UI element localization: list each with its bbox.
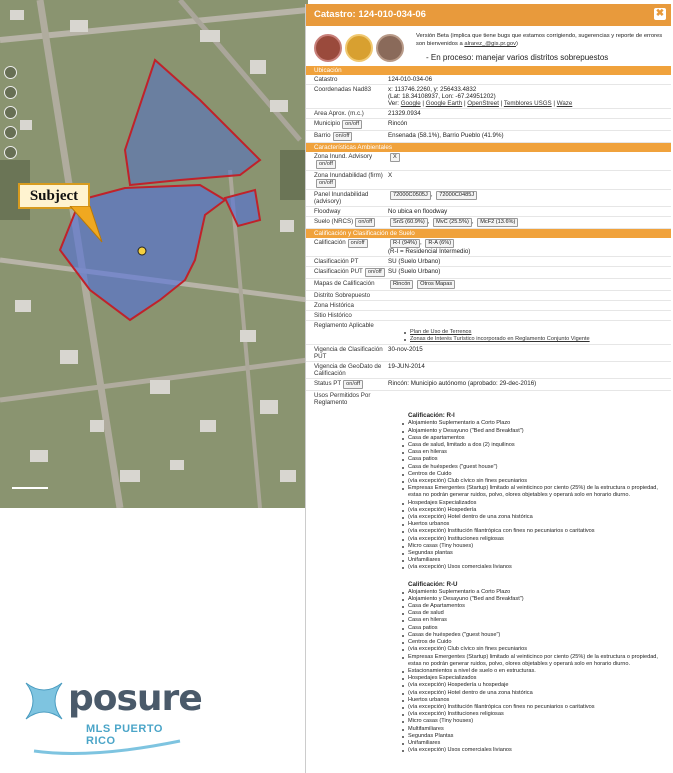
municipio-onoff-button[interactable]: on/off <box>342 120 362 129</box>
value: X <box>388 172 393 179</box>
row-suelo: Suelo (NRCS) on/off SnS (60.9%) , MvC (25.5%) , McF2 (13.6%) <box>306 217 671 229</box>
value: Ensenada (58.1%), Barrio Pueblo (41.9%) <box>388 132 504 139</box>
list-item: Micro casas (Tiny houses) <box>408 543 671 550</box>
chart-icon[interactable] <box>345 34 373 62</box>
zoom-out-icon[interactable] <box>4 86 17 99</box>
inund-adv-value[interactable]: X <box>390 153 400 162</box>
suelo-button-3[interactable]: McF2 (13.6%) <box>477 218 518 227</box>
row-usos <box>306 391 671 407</box>
list-item: Empresas Emergentes (Startup) limitado al veinticinco por ciento (25%) de la estructura o propiedad, estas no podrán generar ruidos, polvo, olores objetables y operará solo en horario diurno. <box>408 485 671 499</box>
label: Sitio Histórico <box>314 312 352 319</box>
coords-latlon: (Lat: 18.34108937, Lon: -67.24951202) <box>388 93 496 100</box>
list-item: Casa patios <box>408 456 671 463</box>
row-vig-clas <box>306 345 671 362</box>
row-distrito <box>306 291 671 301</box>
usos-group-title-ru: Calificación: R-U <box>408 580 458 588</box>
process-note: - En proceso: manejar varios distritos sobrepuestos <box>426 53 609 62</box>
row-status <box>306 379 671 391</box>
value: Rincón: Municipio autónomo (aprobado: 29-dec-2016) <box>388 380 537 388</box>
usos-group-title-ri: Calificación: R-I <box>408 412 455 420</box>
subject-label: Subject <box>18 183 90 209</box>
list-item: Centros de Cuido <box>408 639 671 646</box>
row-floodway <box>306 207 671 217</box>
value: SU (Suelo Urbano) <box>388 268 441 275</box>
beta-text-end: ) <box>515 41 518 47</box>
row-clas-pt <box>306 257 671 267</box>
calif-button-2[interactable]: R-A (6%) <box>425 239 454 248</box>
section-ambientales: Características Ambientales <box>306 143 671 152</box>
inund-adv-onoff-button[interactable]: on/off <box>316 160 336 169</box>
list-item: Casa de salud <box>408 610 671 617</box>
list-item: Alojamiento y Desayuno ("Bed and Breakfast") <box>408 596 671 603</box>
status-onoff-button[interactable]: on/off <box>343 380 363 389</box>
row-inund-firm <box>306 171 671 190</box>
list-item: Unifamiliares <box>408 557 671 564</box>
calif-button-1[interactable]: R-I (94%) <box>390 239 420 248</box>
list-item: (vía excepción) Hospedería u hospedaje <box>408 682 671 689</box>
value: 19-JUN-2014 <box>388 363 425 371</box>
label: Catastro <box>314 76 338 83</box>
logo-sub: MLS PUERTO RICO <box>86 723 163 747</box>
row-mapas <box>306 279 671 291</box>
row-calificacion: Calificación on/off R-I (94%) , R-A (6%) (R-I = Residencial Intermedio) <box>306 238 671 257</box>
subject-arrow-icon <box>68 206 108 246</box>
list-item: (vía excepción) Hotel dentro de una zona histórica <box>408 514 671 521</box>
reglamento-link-1[interactable]: Plan de Uso de Terrenos <box>410 329 671 336</box>
label: Vigencia de GeoDato de Calificación <box>314 363 382 378</box>
list-item: (vía excepción) Hospedería <box>408 507 671 514</box>
value: Rincón <box>388 120 408 127</box>
list-item: (vía excepción) Institución filantrópica con fines no pecuniarios o caritativos <box>408 704 671 711</box>
list-item: Empresas Emergentes (Startup) limitado al veinticinco por ciento (25%) de la estructura o propiedad, estas no podrán generar ruidos, polvo, olores objetables y operará solo en horario diurno. <box>408 654 671 668</box>
layers-icon[interactable] <box>4 126 17 139</box>
label: Distrito Sobrepuesto <box>314 292 371 299</box>
label: Mapas de Calificación <box>314 280 375 287</box>
usos-list-ri <box>306 420 671 571</box>
value: 30-nov-2015 <box>388 346 423 354</box>
label: Municipio <box>314 120 341 127</box>
list-item: Micro casas (Tiny houses) <box>408 718 671 725</box>
coords-links: Ver: Google | Google Earth | OpenStreet | Temblores USGS | Waze <box>388 100 573 107</box>
list-item: (vía excepción) Usos comerciales livianos <box>408 747 671 754</box>
calif-onoff-button[interactable]: on/off <box>348 239 368 248</box>
barrio-onoff-button[interactable]: on/off <box>333 132 353 141</box>
panel-intro <box>306 26 671 66</box>
list-item: Casa de apartamentos <box>408 435 671 442</box>
row-barrio <box>306 131 671 143</box>
measure-icon[interactable] <box>4 146 17 159</box>
list-item: Alojamiento Suplementario a Corto Plazo <box>408 420 671 427</box>
label: Zona Histórica <box>314 302 354 309</box>
list-item: Casa en hileras <box>408 617 671 624</box>
xposure-logo <box>22 675 202 765</box>
row-sitio-historico <box>306 311 671 321</box>
list-item: Casas de huéspedes ("guest house") <box>408 632 671 639</box>
list-item: Casa de salud, limitado a dos (2) inquilinos <box>408 442 671 449</box>
list-item: Hospedajes Especializados <box>408 500 671 507</box>
pan-icon[interactable] <box>4 106 17 119</box>
row-vig-geo <box>306 362 671 379</box>
panel-title: Catastro: 124-010-034-06 <box>314 9 426 20</box>
coords-xy: x: 113746.2260, y: 256433.4832 <box>388 86 477 93</box>
list-item: (vía excepción) Usos comerciales livianos <box>408 564 671 571</box>
inund-firm-onoff-button[interactable]: on/off <box>316 179 336 188</box>
list-item: Casa de huéspedes ("guest house") <box>408 464 671 471</box>
row-reglamento <box>306 321 671 345</box>
suelo-onoff-button[interactable]: on/off <box>355 218 375 227</box>
panel-inund-button-1[interactable]: 72000C0505J <box>390 191 431 200</box>
link-google-earth[interactable]: Google Earth <box>425 100 463 107</box>
list-item: Casa de Apartamentos <box>408 603 671 610</box>
share-icon[interactable] <box>314 34 342 62</box>
reglamento-list <box>388 329 671 343</box>
row-catastro <box>306 75 671 85</box>
label: Zona Inund. Advisory <box>314 153 373 160</box>
label: Usos Permitidos Por Reglamento <box>314 392 371 407</box>
label: Panel Inundabilidad (advisory) <box>314 191 369 205</box>
calif-desc: (R-I = Residencial Intermedio) <box>388 248 471 255</box>
list-item: (vía excepción) Hotel dentro de una zona histórica <box>408 690 671 697</box>
section-ubicacion: Ubicación <box>306 66 671 75</box>
panel-inund-button-2[interactable]: 72000C0485J <box>436 191 477 200</box>
label: Barrio <box>314 132 331 139</box>
map-toolbar <box>4 66 18 166</box>
subject-marker[interactable] <box>138 247 146 255</box>
aerial-imagery <box>0 0 308 508</box>
list-item: (vía excepción) Instituciones religiosas <box>408 711 671 718</box>
link-google[interactable]: Google <box>400 100 421 107</box>
logo-swoosh <box>32 737 182 757</box>
row-coordenadas <box>306 85 671 109</box>
list-item: Segundas Plantas <box>408 733 671 740</box>
link-openstreet[interactable]: OpenStreet <box>467 100 499 107</box>
ver-label: Ver: <box>388 100 400 107</box>
logo-word: posure <box>68 678 202 719</box>
row-area <box>306 109 671 119</box>
house-icon[interactable] <box>376 34 404 62</box>
list-item: (vía excepción) Institución filantrópica con fines no pecuniarios o caritativos <box>408 528 671 535</box>
beta-notice <box>416 32 666 48</box>
list-item: Segundas plantas <box>408 550 671 557</box>
xposure-x-icon <box>22 679 66 723</box>
row-municipio <box>306 119 671 131</box>
list-item: Hospedajes Especializados <box>408 675 671 682</box>
label: Area Aprox. (m.c.) <box>314 110 364 117</box>
suelo-button-2[interactable]: MvC (25.5%) <box>433 218 472 227</box>
list-item: Estacionamientos a nivel de suelo o en estructuras. <box>408 668 671 675</box>
label: Zona Inundabilidad (firm) <box>314 172 383 179</box>
label: Status PT <box>314 380 342 388</box>
list-item: Unifamiliares <box>408 740 671 747</box>
value: No ubica en floodway <box>388 208 448 215</box>
list-item: Multifamiliares <box>408 726 671 733</box>
usos-list-ru <box>306 589 671 755</box>
zoom-in-icon[interactable] <box>4 66 17 79</box>
row-inund-advisory <box>306 152 671 171</box>
label: Clasificación PUT <box>314 268 363 275</box>
clas-put-onoff-button[interactable]: on/off <box>365 268 385 277</box>
list-item: Huertos urbanos <box>408 521 671 528</box>
value: 124-010-034-06 <box>388 76 433 83</box>
link-waze[interactable]: Waze <box>556 100 573 107</box>
list-item: (vía excepción) Instituciones religiosas <box>408 536 671 543</box>
list-item: Huertos urbanos <box>408 697 671 704</box>
label: Reglamento Aplicable <box>314 322 374 329</box>
panel-header <box>306 4 671 26</box>
email-link[interactable]: alrarez_@gis.pr.gov <box>464 41 516 47</box>
label: Suelo (NRCS) <box>314 218 354 225</box>
label: Calificación <box>314 239 346 246</box>
list-item: Alojamiento y Desayuno ("Bed and Breakfast") <box>408 428 671 435</box>
suelo-button-1[interactable]: SnS (60.9%) <box>390 218 428 227</box>
label: Vigencia de Clasificación PUT <box>314 346 383 361</box>
label: Clasificación PT <box>314 258 359 265</box>
value: 21329.0934 <box>388 110 421 117</box>
beta-text: Versión Beta (implica que tiene bugs que estamos corrigiendo, sugerencias y reporte de errores son bienvenidos a <box>416 33 663 47</box>
list-item: (vía excepción) Club cívico sin fines pecuniarios <box>408 646 671 653</box>
mapas-rincon-button[interactable]: Rincón <box>390 280 413 289</box>
catastro-panel <box>305 4 671 773</box>
list-item: Casa patios <box>408 625 671 632</box>
row-zona-historica <box>306 301 671 311</box>
link-usgs[interactable]: Temblores USGS <box>503 100 552 107</box>
value: SU (Suelo Urbano) <box>388 258 441 265</box>
reglamento-link-2[interactable]: Zonas de Interés Turístico incorporado en Reglamento Conjunto Vigente <box>410 336 671 343</box>
aerial-map[interactable] <box>0 0 308 508</box>
row-panel-inund: Panel Inundabilidad (advisory) 72000C0505J , 72000C0485J <box>306 190 671 207</box>
close-icon[interactable]: ✖ <box>655 8 665 19</box>
section-calificacion: Calificación y Clasificación de Suelo <box>306 229 671 238</box>
list-item: Casa en hileras <box>408 449 671 456</box>
label: Floodway <box>314 208 341 215</box>
otros-mapas-button[interactable]: Otros Mapas <box>417 280 455 289</box>
list-item: Centros de Cuido <box>408 471 671 478</box>
label: Coordenadas Nad83 <box>314 86 372 93</box>
list-item: Alojamiento Suplementario a Corto Plazo <box>408 589 671 596</box>
row-clas-put <box>306 267 671 279</box>
list-item: (vía excepción) Club cívico sin fines pecuniarios <box>408 478 671 485</box>
